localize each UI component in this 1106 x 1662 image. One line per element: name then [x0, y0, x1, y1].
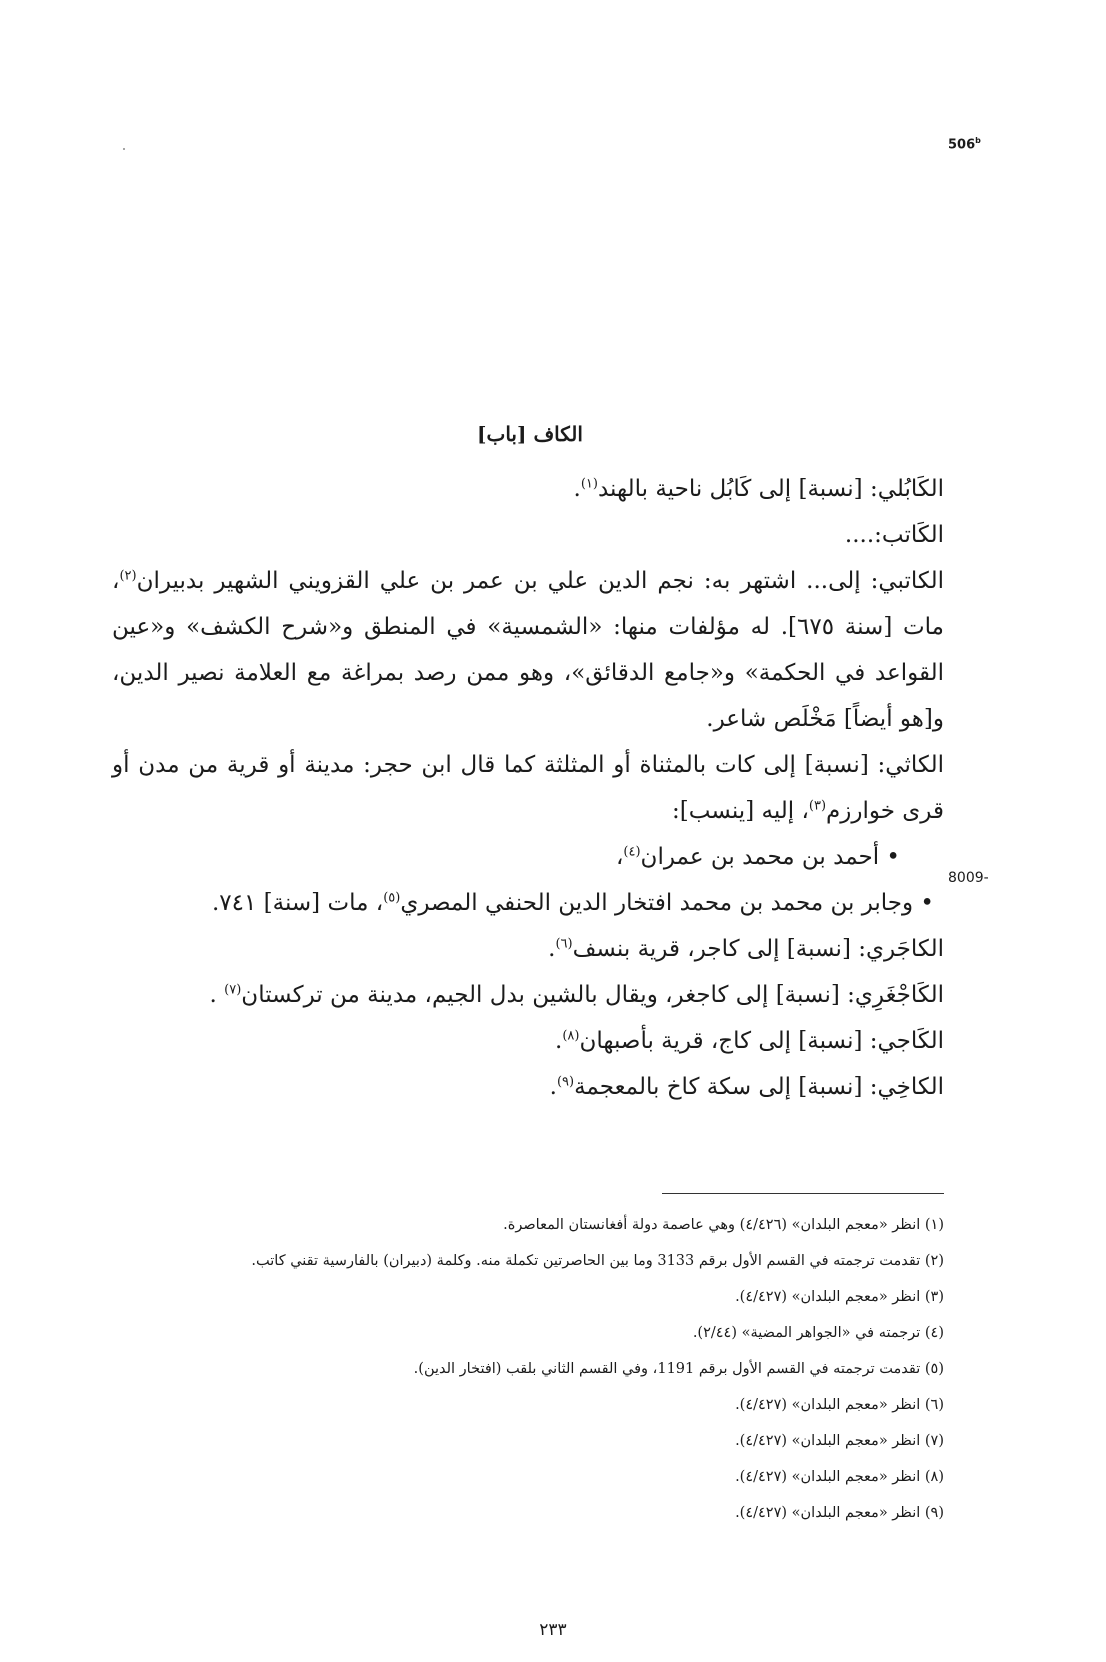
person-jabir: • وجابر بن محمد بن محمد افتخار الدين الحنفي المصري$^{(٥)}$، مات [سنة] ٧٤١. — [211, 890, 934, 916]
margin-number: 8009- — [948, 870, 989, 886]
folio-number: 506$^b$ — [948, 136, 981, 153]
footnote-ref: (٢) — [119, 568, 137, 584]
footnote-ref: (١) — [580, 476, 598, 492]
folio-suffix: b — [975, 136, 981, 145]
entry-katib: الكَاتب:.... — [844, 522, 944, 548]
entry-kakhi: الكاخِي: [نسبة] إلى سكة كاخ بالمعجمة$^{(٩)}$. — [549, 1074, 944, 1100]
footnote: (٦) انظر «معجم البلدان» (٤/٤٢٧). — [735, 1397, 944, 1413]
entry-kathi: الكاثي: [نسبة] إلى كات بالمثناة أو المثلثة كما قال ابن حجر: مدينة أو قرية من مدن أو قرى خوارزم$^{(٣)}$، إليه [ينسب]: — [112, 752, 944, 824]
entry-kajghari: الكَاجْغَرِي: [نسبة] إلى كاجغر، ويقال بالشين بدل الجيم، مدينة من تركستان$^{(٧)}$ . — [209, 982, 944, 1008]
footnote: (٨) انظر «معجم البلدان» (٤/٤٢٧). — [735, 1469, 944, 1485]
footnote-ref: (٧) — [224, 982, 242, 998]
footnote-divider — [662, 1193, 944, 1194]
footnote: (٤) ترجمته في «الجواهر المضية» (٢/٤٤). — [692, 1325, 944, 1341]
footnote-ref: (٥) — [383, 890, 401, 906]
chapter-title: [باب] الكاف — [477, 422, 583, 446]
footnote-ref: (٦) — [555, 936, 573, 952]
entry-kabuli: الكَابُلي: [نسبة] إلى كَابُل ناحية بالهند$^{(١)}$. — [573, 476, 944, 502]
main-text — [112, 466, 944, 1110]
footnote: (٢) تقدمت ترجمته في القسم الأول برقم 3133 وما بين الحاصرتين تكملة منه. وكلمة (دبيران) بالفارسية تقني كاتب. — [251, 1253, 944, 1269]
footnote-ref: (٤) — [623, 844, 641, 860]
page-number: ٢٣٣ — [539, 1620, 567, 1640]
footnote: (١) انظر «معجم البلدان» (٤/٤٢٦) وهي عاصمة دولة أفغانستان المعاصرة. — [503, 1217, 944, 1233]
entry-kaji: الكَاجي: [نسبة] إلى كاج، قرية بأصبهان$^{(٨)}$. — [555, 1028, 944, 1054]
footnote: (٩) انظر «معجم البلدان» (٤/٤٢٧). — [735, 1505, 944, 1521]
scan-speck — [123, 148, 125, 150]
footnotes — [112, 1207, 944, 1531]
person-ahmad: • أحمد بن محمد بن عمران$^{(٤)}$، — [615, 844, 900, 870]
footnote-ref: (٩) — [556, 1074, 575, 1090]
footnote: (٣) انظر «معجم البلدان» (٤/٤٢٧). — [735, 1289, 944, 1305]
footnote-ref: (٣) — [808, 798, 827, 814]
footnote: (٧) انظر «معجم البلدان» (٤/٤٢٧). — [735, 1433, 944, 1449]
footnote-ref: (٨) — [562, 1028, 580, 1044]
footnote: (٥) تقدمت ترجمته في القسم الأول برقم 1191، وفي القسم الثاني بلقب (افتخار الدين). — [413, 1361, 944, 1377]
entry-kajari: الكاجَري: [نسبة] إلى كاجر، قرية بنسف$^{(٦)}$. — [548, 936, 944, 962]
entry-katibi: الكاتبي: إلى... اشتهر به: نجم الدين علي بن عمر بن علي القزويني الشهير بدبيران$^{(٢)}$، مات [سنة ٦٧٥]. له مؤلفات منها: «الشمسية» في المنطق و«شرح الكشف» و«عين القواعد في الحكمة» و«جامع الدقائق»، وهو ممن رصد بمراغة مع العلامة نصير الدين، و[هو أيضاً] مَخْلَص شاعر. — [112, 568, 944, 732]
